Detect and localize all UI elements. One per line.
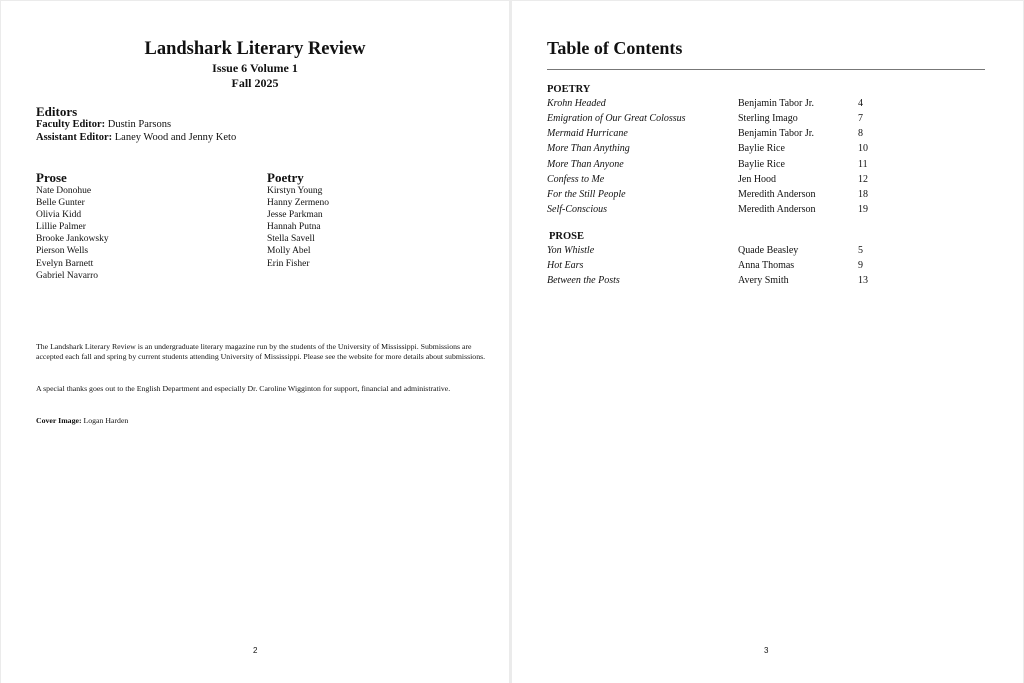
poetry-staff-heading: Poetry [267, 170, 304, 185]
toc-entry[interactable] [512, 258, 1023, 273]
toc-poetry-heading: POETRY [547, 84, 591, 95]
issue-season: Fall 2025 [231, 76, 279, 90]
toc-entry-page: 10 [858, 143, 868, 155]
page-3 [512, 1, 1023, 683]
staff-member: Stella Savell [267, 234, 315, 245]
faculty-editor-name: Dustin Parsons [107, 119, 172, 130]
issue-volume: Issue 6 Volume 1 [212, 61, 298, 75]
toc-entry-title: Between the Posts [547, 275, 620, 287]
cover-image-credit [36, 416, 128, 425]
toc-entry-page: 7 [858, 113, 863, 125]
toc-entry[interactable] [512, 202, 1023, 217]
toc-entry-title: More Than Anything [547, 143, 630, 155]
toc-poetry-list [512, 96, 1023, 217]
toc-entry-author: Meredith Anderson [738, 203, 816, 215]
toc-entry[interactable] [512, 157, 1023, 172]
toc-entry-author: Anna Thomas [738, 260, 795, 272]
staff-member: Brooke Jankowsky [36, 234, 109, 245]
staff-member: Evelyn Barnett [36, 258, 94, 269]
toc-entry-title: Emigration of Our Great Colossus [547, 113, 686, 125]
assistant-editor-line [36, 132, 236, 143]
toc-entry-title: Confess to Me [547, 173, 605, 185]
toc-entry-author: Benjamin Tabor Jr. [738, 98, 815, 109]
staff-member: Pierson Wells [36, 246, 89, 257]
toc-entry[interactable] [512, 111, 1023, 126]
toc-entry-page: 8 [858, 128, 863, 140]
editors-heading: Editors [36, 104, 78, 119]
toc-entry-author: Sterling Imago [738, 113, 798, 125]
page-number: 3 [764, 646, 769, 655]
staff-member: Olivia Kidd [36, 210, 82, 221]
staff-member: Belle Gunter [36, 198, 85, 209]
assistant-editor-label: Assistant Editor: [36, 132, 113, 143]
toc-entry-page: 4 [858, 98, 863, 109]
poetry-staff-list [267, 185, 329, 270]
faculty-editor-label: Faculty Editor: [36, 119, 106, 130]
magazine-title: Landshark Literary Review [144, 39, 366, 59]
staff-member: Gabriel Navarro [36, 270, 98, 281]
staff-member: Erin Fisher [267, 258, 310, 269]
toc-divider [547, 69, 985, 70]
toc-entry-page: 9 [858, 260, 863, 272]
toc-entry-author: Avery Smith [738, 275, 789, 287]
cover-image-label: Cover Image: [36, 416, 82, 425]
toc-entry[interactable] [512, 273, 1023, 288]
toc-entry[interactable] [512, 96, 1023, 111]
toc-entry-author: Baylie Rice [738, 143, 785, 155]
staff-member: Kirstyn Young [267, 186, 323, 196]
toc-entry[interactable] [512, 126, 1023, 141]
toc-entry-title: Mermaid Hurricane [547, 128, 628, 140]
toc-title: Table of Contents [547, 38, 683, 58]
toc-entry-title: Self-Conscious [547, 203, 607, 215]
toc-entry-author: Benjamin Tabor Jr. [738, 128, 815, 140]
toc-entry[interactable] [512, 141, 1023, 156]
toc-entry[interactable] [512, 172, 1023, 187]
prose-staff-list [36, 185, 109, 282]
toc-entry-title: Hot Ears [547, 260, 584, 272]
staff-member: Hanny Zermeno [267, 198, 329, 209]
toc-entry-title: Krohn Headed [547, 98, 606, 109]
thanks-paragraph: A special thanks goes out to the English Department and especially Dr. Caroline Wigginton for support, financial and administrative. [36, 384, 451, 393]
staff-member: Nate Donohue [36, 186, 92, 196]
toc-entry-title: More Than Anyone [547, 158, 624, 170]
toc-entry-page: 5 [858, 245, 863, 256]
toc-entry-author: Baylie Rice [738, 158, 785, 170]
toc-entry[interactable] [512, 243, 1023, 258]
staff-member: Molly Abel [267, 246, 311, 257]
toc-entry-author: Quade Beasley [738, 245, 799, 256]
toc-prose-list [512, 243, 1023, 288]
staff-member: Lillie Palmer [36, 222, 86, 233]
toc-entry-page: 13 [858, 275, 868, 287]
faculty-editor-line [36, 119, 171, 130]
page-2 [1, 1, 509, 683]
about-paragraph: The Landshark Literary Review is an undergraduate literary magazine run by the students of the University of Mississippi. Submissions are accepted each fall and spring by current students attending University of Mississippi. Please see the website for more details about submissions. [36, 342, 486, 362]
toc-entry[interactable] [512, 187, 1023, 202]
toc-entry-author: Meredith Anderson [738, 188, 816, 200]
toc-prose-heading: PROSE [549, 231, 585, 242]
toc-entry-author: Jen Hood [738, 173, 777, 185]
toc-entry-title: For the Still People [547, 188, 626, 200]
toc-entry-page: 19 [858, 203, 868, 215]
cover-image-artist: Logan Harden [83, 416, 129, 425]
staff-member: Jesse Parkman [267, 210, 323, 221]
toc-entry-title: Yon Whistle [547, 245, 595, 256]
staff-member: Hannah Putna [267, 222, 321, 233]
prose-staff-heading: Prose [36, 170, 67, 185]
toc-entry-page: 11 [858, 158, 868, 170]
assistant-editor-names: Laney Wood and Jenny Keto [114, 132, 237, 143]
toc-entry-page: 18 [858, 188, 868, 200]
toc-entry-page: 12 [858, 173, 868, 185]
page-number: 2 [253, 646, 258, 655]
